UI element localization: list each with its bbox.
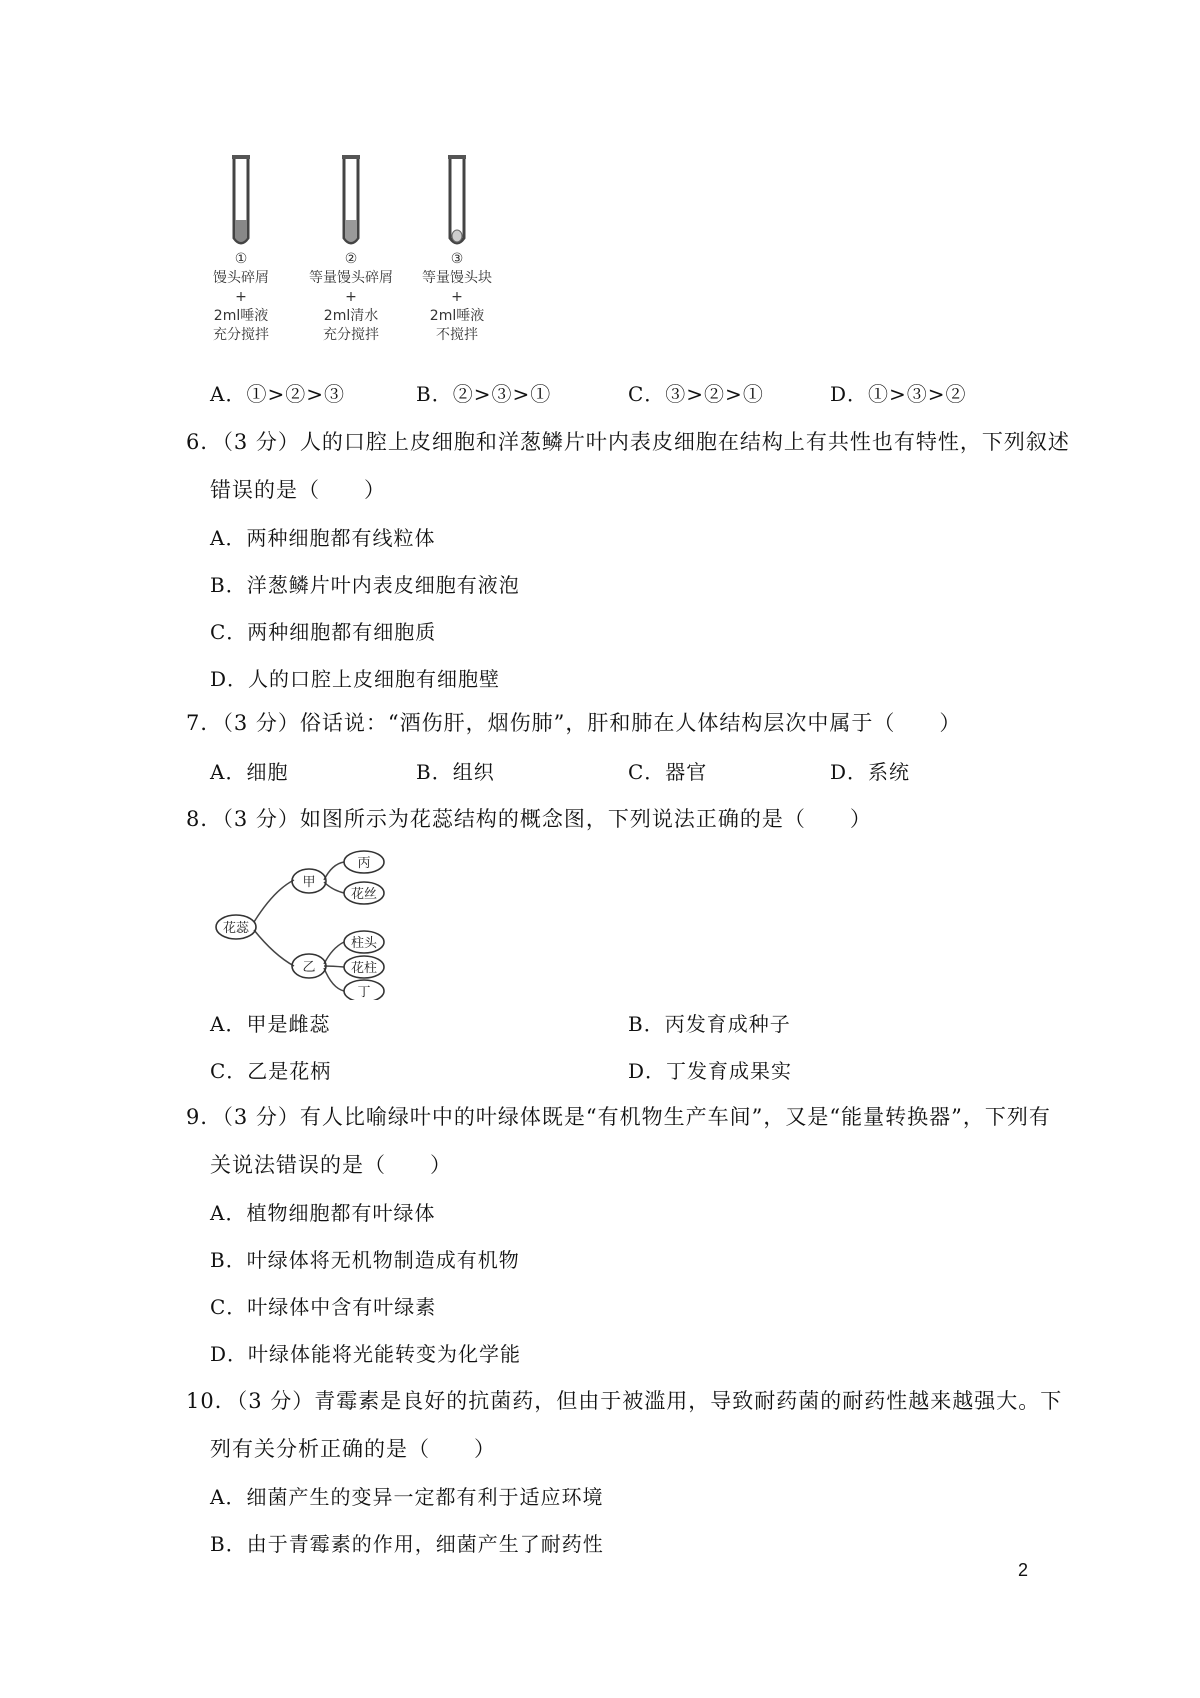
tube-2-line1: 等量馒头碎屑 — [309, 270, 393, 286]
node-ding-label: 丁 — [357, 985, 371, 1000]
q10-stem-line1: 10．（3 分）青霉素是良好的抗菌药，但由于被滥用，导致耐药菌的耐药性越来越强大。下 — [186, 1389, 1063, 1413]
tube-1-line2: 2ml唾液 — [213, 308, 269, 324]
q8-option-b: B．丙发育成种子 — [628, 1012, 791, 1036]
tube-1-plus: + — [235, 289, 247, 305]
node-yi — [292, 954, 326, 978]
q8-option-a: A．甲是雌蕊 — [210, 1012, 331, 1036]
q6-option-d: D．人的口腔上皮细胞有细胞壁 — [210, 667, 501, 691]
node-huazhu-label: 花柱 — [350, 961, 378, 976]
tube-3-line2: 2ml唾液 — [429, 308, 485, 324]
q9-stem-line1: 9．（3 分）有人比喻绿叶中的叶绿体既是“有机物生产车间”，又是“能量转换器”，下列有 — [186, 1105, 1051, 1129]
q10-option-a: A．细菌产生的变异一定都有利于适应环境 — [210, 1485, 604, 1509]
test-tube-2 — [342, 155, 360, 243]
q9-stem-line2: 关说法错误的是（ ） — [210, 1153, 452, 1177]
page-number: 2 — [1017, 1560, 1028, 1580]
tube-3-plus: + — [451, 289, 463, 305]
tube-2-line3: 充分搅拌 — [323, 327, 379, 343]
node-jia-label: 甲 — [302, 875, 316, 890]
tube-2-label — [301, 250, 401, 345]
q6-option-c: C．两种细胞都有细胞质 — [210, 620, 437, 644]
tube-3-line3: 不搅拌 — [436, 327, 478, 343]
q7-stem-line1: 7．（3 分）俗话说：“酒伤肝，烟伤肺”，肝和肺在人体结构层次中属于（ ） — [186, 711, 962, 735]
tube-1-number: ① — [234, 251, 248, 267]
tube-1-label — [191, 250, 291, 345]
test-tube-3 — [448, 155, 466, 243]
q9-option-d: D．叶绿体能将光能转变为化学能 — [210, 1342, 522, 1366]
tube-1-line3: 充分搅拌 — [213, 327, 269, 343]
node-zhutou-label: 柱头 — [350, 936, 378, 951]
q9-option-c: C．叶绿体中含有叶绿素 — [210, 1295, 437, 1319]
q9-option-a: A．植物细胞都有叶绿体 — [210, 1201, 436, 1225]
q7-option-a: A．细胞 — [210, 760, 289, 784]
node-zhutou — [344, 931, 384, 953]
q8-option-c: C．乙是花柄 — [210, 1059, 332, 1083]
q10-option-b: B．由于青霉素的作用，细菌产生了耐药性 — [210, 1532, 604, 1556]
node-bing — [344, 851, 384, 873]
test-tubes-figure — [210, 150, 490, 260]
node-root-label: 花蕊 — [222, 921, 250, 936]
q6-stem-line2: 错误的是（ ） — [210, 478, 386, 502]
q9-option-b: B．叶绿体将无机物制造成有机物 — [210, 1248, 520, 1272]
node-huasi — [344, 882, 384, 904]
q5-option-c: C．③>②>① — [628, 382, 764, 406]
q7-option-b: B．组织 — [416, 760, 495, 784]
test-tube-1 — [232, 155, 250, 243]
q5-option-a: A．①>②>③ — [210, 382, 345, 406]
node-huasi-label: 花丝 — [350, 887, 378, 902]
tube-2-number: ② — [344, 251, 358, 267]
q6-option-b: B．洋葱鳞片叶内表皮细胞有液泡 — [210, 573, 520, 597]
tube-3-label — [407, 250, 507, 345]
node-bing-label: 丙 — [357, 856, 371, 871]
node-yi-label: 乙 — [302, 960, 316, 975]
stamen-pistil-concept-map — [214, 850, 394, 1000]
node-root — [216, 915, 256, 939]
q6-stem-line1: 6．（3 分）人的口腔上皮细胞和洋葱鳞片叶内表皮细胞在结构上有共性也有特性，下列叙述 — [186, 430, 1070, 454]
q7-option-d: D．系统 — [830, 760, 911, 784]
q10-stem-line2: 列有关分析正确的是（ ） — [210, 1437, 496, 1461]
tube-1-line1: 馒头碎屑 — [213, 270, 269, 286]
tube-3-number: ③ — [450, 251, 464, 267]
q7-option-c: C．器官 — [628, 760, 708, 784]
node-jia — [292, 869, 326, 893]
tube-3-line1: 等量馒头块 — [422, 270, 492, 286]
q8-stem-line1: 8．（3 分）如图所示为花蕊结构的概念图，下列说法正确的是（ ） — [186, 807, 872, 831]
node-huazhu — [344, 956, 384, 978]
q8-option-d: D．丁发育成果实 — [628, 1059, 793, 1083]
tube-2-line2: 2ml清水 — [323, 308, 379, 324]
q6-option-a: A．两种细胞都有线粒体 — [210, 526, 436, 550]
tube-2-plus: + — [345, 289, 357, 305]
node-ding — [344, 980, 384, 1000]
q5-option-d: D．①>③>② — [830, 382, 967, 406]
q5-option-b: B．②>③>① — [416, 382, 552, 406]
